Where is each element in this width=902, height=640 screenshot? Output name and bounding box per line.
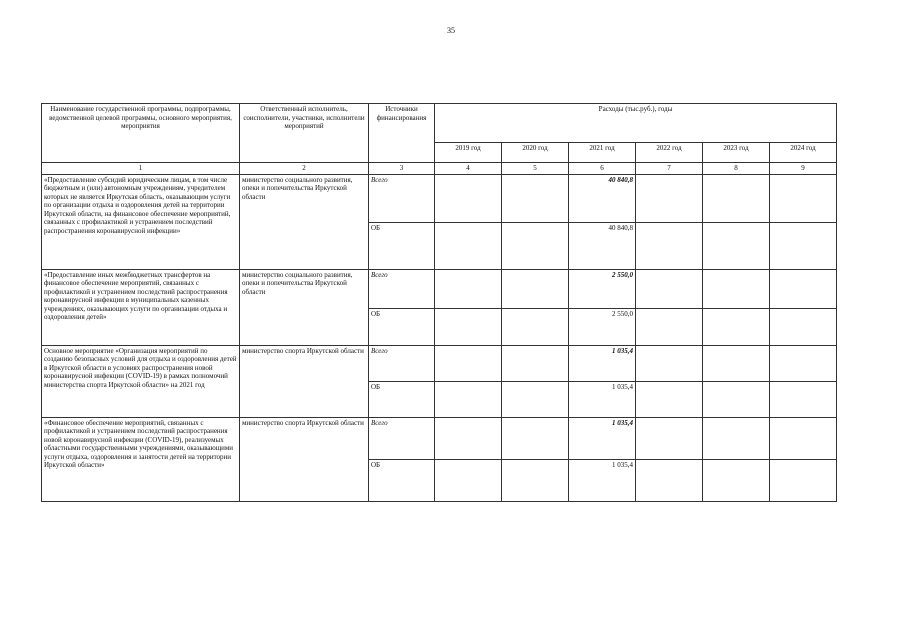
value-cell xyxy=(435,222,502,269)
value-cell xyxy=(703,174,770,222)
value-cell xyxy=(636,269,703,308)
value-cell xyxy=(770,459,837,501)
measure-executor: министерство спорта Иркутской области xyxy=(240,417,369,501)
value-cell xyxy=(703,345,770,381)
column-index: 4 xyxy=(435,163,502,175)
value-cell xyxy=(703,269,770,308)
header-source: Источники финансирования xyxy=(369,104,435,163)
column-index: 5 xyxy=(502,163,569,175)
value-2021: 1 035,4 xyxy=(569,459,636,501)
value-2021-total: 40 840,8 xyxy=(569,174,636,222)
value-cell xyxy=(703,308,770,345)
value-cell xyxy=(636,381,703,417)
header-year-2019: 2019 год xyxy=(435,143,502,163)
column-index-row xyxy=(42,163,837,175)
column-index: 7 xyxy=(636,163,703,175)
value-cell xyxy=(770,222,837,269)
value-cell xyxy=(703,459,770,501)
header-year-2024: 2024 год xyxy=(770,143,837,163)
value-cell xyxy=(502,308,569,345)
value-cell xyxy=(502,459,569,501)
value-cell xyxy=(770,174,837,222)
column-index: 1 xyxy=(42,163,240,175)
value-2021: 2 550,0 xyxy=(569,308,636,345)
value-cell xyxy=(770,417,837,459)
source-label: ОБ xyxy=(369,459,435,501)
expenses-table xyxy=(41,103,837,502)
table-row xyxy=(42,269,837,308)
value-cell xyxy=(502,222,569,269)
value-cell xyxy=(703,417,770,459)
value-cell xyxy=(636,345,703,381)
header-year-2023: 2023 год xyxy=(703,143,770,163)
value-cell xyxy=(770,308,837,345)
value-cell xyxy=(770,381,837,417)
header-year-2020: 2020 год xyxy=(502,143,569,163)
measure-name: Основное мероприятие «Организация мероприятий по созданию безопасных условий для отдыха и оздоровления детей в Иркутской области в условиях распространения новой коронавирусной инфекции (COVID-19) в рамках полномочий министерства спорта Иркутской области» на 2021 год xyxy=(42,345,240,417)
source-total-label: Всего xyxy=(369,269,435,308)
value-cell xyxy=(770,269,837,308)
table-row xyxy=(42,174,837,222)
value-cell xyxy=(636,459,703,501)
value-cell xyxy=(435,269,502,308)
table-row xyxy=(42,417,837,459)
value-cell xyxy=(502,174,569,222)
measure-executor: министерство спорта Иркутской области xyxy=(240,345,369,417)
value-cell xyxy=(502,417,569,459)
value-cell xyxy=(435,459,502,501)
header-expenses: Расходы (тыс.руб.), годы xyxy=(435,104,837,143)
measure-executor: министерство социального развития, опеки и попечительства Иркутской области xyxy=(240,269,369,345)
value-cell xyxy=(435,174,502,222)
value-cell xyxy=(703,222,770,269)
source-total-label: Всего xyxy=(369,345,435,381)
value-2021-total: 2 550,0 xyxy=(569,269,636,308)
measure-executor: министерство социального развития, опеки и попечительства Иркутской области xyxy=(240,174,369,269)
value-2021-total: 1 035,4 xyxy=(569,417,636,459)
value-cell xyxy=(636,174,703,222)
value-2021-total: 1 035,4 xyxy=(569,345,636,381)
value-cell xyxy=(636,308,703,345)
value-cell xyxy=(636,222,703,269)
source-label: ОБ xyxy=(369,222,435,269)
header-name: Наименование государственной программы, подпрограммы, ведомственной целевой программы, основного мероприятия, мероприятия xyxy=(42,104,240,163)
value-2021: 1 035,4 xyxy=(569,381,636,417)
value-cell xyxy=(435,417,502,459)
value-cell xyxy=(502,345,569,381)
value-cell xyxy=(770,345,837,381)
value-cell xyxy=(502,381,569,417)
column-index: 3 xyxy=(369,163,435,175)
measure-name: «Предоставление субсидий юридическим лицам, в том числе бюджетным и (или) автономным учреждениям, учредителем которых не является Иркутская область, оказывающим услуги по организации отдыха и оздоровления детей на территории Иркутской области, на финансовое обеспечение мероприятий, связанных с профилактикой и устранением последствий распространения коронавирусной инфекции» xyxy=(42,174,240,269)
table-row xyxy=(42,345,837,381)
value-cell xyxy=(435,381,502,417)
page-number: 35 xyxy=(447,26,455,35)
value-cell xyxy=(502,269,569,308)
measure-name: «Финансовое обеспечение мероприятий, связанных с профилактикой и устранением последствий распространения новой коронавирусной инфекции (COVID-19), реализуемых областными государственными учреждениями, оказывающими услуги отдыха, оздоровления и занятости детей на территории Иркутской области» xyxy=(42,417,240,501)
header-year-2022: 2022 год xyxy=(636,143,703,163)
source-total-label: Всего xyxy=(369,174,435,222)
column-index: 9 xyxy=(770,163,837,175)
column-index: 8 xyxy=(703,163,770,175)
column-index: 2 xyxy=(240,163,369,175)
header-executor: Ответственный исполнитель, соисполнители, участники, исполнители мероприятий xyxy=(240,104,369,163)
value-cell xyxy=(435,345,502,381)
header-year-2021: 2021 год xyxy=(569,143,636,163)
value-cell xyxy=(703,381,770,417)
value-cell xyxy=(636,417,703,459)
source-total-label: Всего xyxy=(369,417,435,459)
value-2021: 40 840,8 xyxy=(569,222,636,269)
value-cell xyxy=(435,308,502,345)
measure-name: «Предоставление иных межбюджетных трансфертов на финансовое обеспечение мероприятий, связанных с профилактикой и устранением последствий распространения коронавирусной инфекции в муниципальных казенных учреждениях, оказывающих услуги по организации отдыха и оздоровления детей» xyxy=(42,269,240,345)
source-label: ОБ xyxy=(369,381,435,417)
column-index: 6 xyxy=(569,163,636,175)
source-label: ОБ xyxy=(369,308,435,345)
